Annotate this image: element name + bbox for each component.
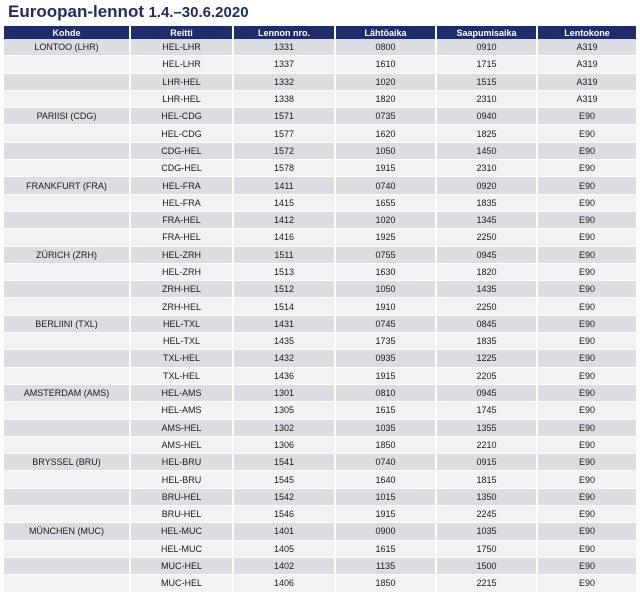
cell-arrival: 0910 (436, 39, 537, 56)
cell-departure: 0740 (335, 454, 436, 471)
table-row (4, 108, 636, 125)
cell-route: CDG-HEL (130, 142, 233, 159)
cell-aircraft: E90 (537, 333, 636, 350)
cell-route: FRA-HEL (130, 211, 233, 228)
cell-destination (4, 333, 130, 350)
cell-arrival: 1500 (436, 557, 537, 574)
cell-destination (4, 281, 130, 298)
cell-flight-number: 1301 (233, 384, 335, 401)
cell-destination (4, 194, 130, 211)
cell-aircraft: E90 (537, 523, 636, 540)
cell-flight-number: 1411 (233, 177, 335, 194)
cell-departure: 1910 (335, 298, 436, 315)
cell-arrival: 1350 (436, 488, 537, 505)
cell-arrival: 1435 (436, 281, 537, 298)
table-header (4, 26, 636, 39)
cell-arrival: 0945 (436, 384, 537, 401)
cell-departure: 1610 (335, 56, 436, 73)
cell-flight-number: 1512 (233, 281, 335, 298)
cell-route: HEL-BRU (130, 454, 233, 471)
cell-aircraft: A319 (537, 90, 636, 107)
cell-route: HEL-TXL (130, 315, 233, 332)
table-row (4, 56, 636, 73)
cell-flight-number: 1572 (233, 142, 335, 159)
table-row (4, 419, 636, 436)
cell-destination: LONTOO (LHR) (4, 39, 130, 56)
cell-flight-number: 1401 (233, 523, 335, 540)
cell-aircraft: E90 (537, 350, 636, 367)
cell-flight-number: 1405 (233, 540, 335, 557)
cell-arrival: 2310 (436, 160, 537, 177)
cell-aircraft: E90 (537, 315, 636, 332)
cell-departure: 1640 (335, 471, 436, 488)
cell-destination (4, 419, 130, 436)
flight-schedule-table (4, 26, 636, 593)
cell-route: MUC-HEL (130, 575, 233, 592)
table-row (4, 540, 636, 557)
table-row (4, 315, 636, 332)
table-row (4, 367, 636, 384)
table-row (4, 298, 636, 315)
cell-destination (4, 90, 130, 107)
cell-route: HEL-LHR (130, 39, 233, 56)
table-row (4, 211, 636, 228)
cell-departure: 0745 (335, 315, 436, 332)
header-arrival: Saapumisaika (436, 26, 537, 39)
cell-departure: 1035 (335, 419, 436, 436)
table-row (4, 73, 636, 90)
table-row (4, 263, 636, 280)
cell-departure: 1735 (335, 333, 436, 350)
cell-flight-number: 1306 (233, 436, 335, 453)
cell-route: HEL-ZRH (130, 263, 233, 280)
cell-destination (4, 56, 130, 73)
cell-arrival: 2250 (436, 229, 537, 246)
table-row (4, 523, 636, 540)
cell-aircraft: E90 (537, 160, 636, 177)
cell-aircraft: E90 (537, 557, 636, 574)
cell-route: CDG-HEL (130, 160, 233, 177)
table-row (4, 436, 636, 453)
header-route: Reitti (130, 26, 233, 39)
cell-flight-number: 1415 (233, 194, 335, 211)
cell-departure: 1655 (335, 194, 436, 211)
table-row (4, 39, 636, 56)
table-row (4, 402, 636, 419)
cell-destination (4, 488, 130, 505)
cell-route: HEL-CDG (130, 125, 233, 142)
cell-flight-number: 1337 (233, 56, 335, 73)
table-row (4, 471, 636, 488)
cell-departure: 1020 (335, 73, 436, 90)
cell-aircraft: E90 (537, 575, 636, 592)
cell-departure: 1850 (335, 575, 436, 592)
cell-aircraft: E90 (537, 246, 636, 263)
cell-route: HEL-AMS (130, 384, 233, 401)
cell-destination (4, 402, 130, 419)
table-body (4, 39, 636, 592)
header-aircraft: Lentokone (537, 26, 636, 39)
cell-route: TXL-HEL (130, 350, 233, 367)
cell-flight-number: 1406 (233, 575, 335, 592)
cell-arrival: 1835 (436, 194, 537, 211)
cell-arrival: 1450 (436, 142, 537, 159)
cell-arrival: 0940 (436, 108, 537, 125)
cell-flight-number: 1331 (233, 39, 335, 56)
cell-route: AMS-HEL (130, 419, 233, 436)
cell-aircraft: E90 (537, 454, 636, 471)
cell-route: FRA-HEL (130, 229, 233, 246)
cell-aircraft: E90 (537, 402, 636, 419)
cell-flight-number: 1305 (233, 402, 335, 419)
cell-arrival: 1345 (436, 211, 537, 228)
cell-destination: ZÜRICH (ZRH) (4, 246, 130, 263)
cell-route: LHR-HEL (130, 73, 233, 90)
cell-arrival: 1835 (436, 333, 537, 350)
cell-flight-number: 1578 (233, 160, 335, 177)
cell-flight-number: 1332 (233, 73, 335, 90)
table-row (4, 333, 636, 350)
cell-departure: 0900 (335, 523, 436, 540)
cell-aircraft: E90 (537, 471, 636, 488)
cell-flight-number: 1436 (233, 367, 335, 384)
cell-departure: 0810 (335, 384, 436, 401)
table-row (4, 160, 636, 177)
cell-aircraft: E90 (537, 281, 636, 298)
cell-arrival: 2215 (436, 575, 537, 592)
table-row (4, 125, 636, 142)
cell-flight-number: 1431 (233, 315, 335, 332)
cell-flight-number: 1546 (233, 506, 335, 523)
cell-departure: 0735 (335, 108, 436, 125)
table-row (4, 575, 636, 592)
cell-destination (4, 471, 130, 488)
table-row (4, 506, 636, 523)
table-row (4, 557, 636, 574)
cell-departure: 1915 (335, 160, 436, 177)
cell-destination (4, 557, 130, 574)
table-row (4, 90, 636, 107)
cell-route: HEL-AMS (130, 402, 233, 419)
page-title (8, 2, 249, 22)
cell-route: BRU-HEL (130, 488, 233, 505)
cell-arrival: 1225 (436, 350, 537, 367)
title-main: Euroopan-lennot (8, 2, 144, 21)
table-row (4, 384, 636, 401)
cell-departure: 1015 (335, 488, 436, 505)
header-departure: Lähtöaika (335, 26, 436, 39)
cell-destination (4, 350, 130, 367)
table-row (4, 350, 636, 367)
cell-departure: 1925 (335, 229, 436, 246)
cell-aircraft: E90 (537, 436, 636, 453)
table-row (4, 229, 636, 246)
cell-route: HEL-CDG (130, 108, 233, 125)
cell-aircraft: A319 (537, 56, 636, 73)
cell-route: HEL-MUC (130, 523, 233, 540)
cell-route: MUC-HEL (130, 557, 233, 574)
cell-arrival: 1750 (436, 540, 537, 557)
cell-aircraft: E90 (537, 540, 636, 557)
cell-route: HEL-TXL (130, 333, 233, 350)
cell-destination (4, 160, 130, 177)
cell-flight-number: 1432 (233, 350, 335, 367)
cell-destination: PARIISI (CDG) (4, 108, 130, 125)
cell-flight-number: 1338 (233, 90, 335, 107)
cell-departure: 1620 (335, 125, 436, 142)
cell-flight-number: 1541 (233, 454, 335, 471)
cell-destination (4, 575, 130, 592)
cell-arrival: 0915 (436, 454, 537, 471)
cell-route: ZRH-HEL (130, 298, 233, 315)
cell-aircraft: E90 (537, 367, 636, 384)
cell-destination (4, 540, 130, 557)
cell-departure: 1850 (335, 436, 436, 453)
cell-departure: 0935 (335, 350, 436, 367)
cell-arrival: 1745 (436, 402, 537, 419)
header-destination: Kohde (4, 26, 130, 39)
cell-aircraft: E90 (537, 142, 636, 159)
cell-destination (4, 436, 130, 453)
cell-destination: BERLIINI (TXL) (4, 315, 130, 332)
cell-route: BRU-HEL (130, 506, 233, 523)
cell-arrival: 0945 (436, 246, 537, 263)
cell-departure: 1050 (335, 281, 436, 298)
header-row (4, 26, 636, 39)
cell-destination (4, 367, 130, 384)
cell-flight-number: 1542 (233, 488, 335, 505)
cell-departure: 1820 (335, 90, 436, 107)
cell-destination (4, 125, 130, 142)
cell-flight-number: 1514 (233, 298, 335, 315)
cell-route: HEL-MUC (130, 540, 233, 557)
cell-arrival: 0920 (436, 177, 537, 194)
cell-aircraft: E90 (537, 108, 636, 125)
cell-arrival: 2250 (436, 298, 537, 315)
cell-aircraft: E90 (537, 177, 636, 194)
cell-departure: 1915 (335, 506, 436, 523)
cell-destination (4, 229, 130, 246)
cell-route: ZRH-HEL (130, 281, 233, 298)
cell-aircraft: A319 (537, 39, 636, 56)
cell-flight-number: 1402 (233, 557, 335, 574)
cell-departure: 1615 (335, 540, 436, 557)
header-flight-number: Lennon nro. (233, 26, 335, 39)
cell-aircraft: E90 (537, 229, 636, 246)
cell-route: HEL-FRA (130, 177, 233, 194)
cell-destination: AMSTERDAM (AMS) (4, 384, 130, 401)
cell-flight-number: 1545 (233, 471, 335, 488)
cell-departure: 1020 (335, 211, 436, 228)
cell-arrival: 1715 (436, 56, 537, 73)
cell-destination (4, 211, 130, 228)
cell-aircraft: E90 (537, 506, 636, 523)
cell-route: LHR-HEL (130, 90, 233, 107)
cell-arrival: 1815 (436, 471, 537, 488)
cell-aircraft: A319 (537, 73, 636, 90)
cell-flight-number: 1511 (233, 246, 335, 263)
cell-arrival: 1355 (436, 419, 537, 436)
cell-departure: 0740 (335, 177, 436, 194)
cell-route: HEL-LHR (130, 56, 233, 73)
cell-arrival: 2210 (436, 436, 537, 453)
cell-departure: 1050 (335, 142, 436, 159)
cell-route: AMS-HEL (130, 436, 233, 453)
table-row (4, 142, 636, 159)
cell-destination (4, 142, 130, 159)
cell-route: TXL-HEL (130, 367, 233, 384)
table-row (4, 281, 636, 298)
table-row (4, 454, 636, 471)
cell-arrival: 1820 (436, 263, 537, 280)
cell-aircraft: E90 (537, 488, 636, 505)
cell-departure: 1915 (335, 367, 436, 384)
cell-destination (4, 263, 130, 280)
cell-departure: 1630 (335, 263, 436, 280)
cell-route: HEL-BRU (130, 471, 233, 488)
table-row (4, 177, 636, 194)
cell-destination (4, 73, 130, 90)
cell-aircraft: E90 (537, 125, 636, 142)
cell-flight-number: 1513 (233, 263, 335, 280)
cell-arrival: 2205 (436, 367, 537, 384)
table-row (4, 246, 636, 263)
cell-aircraft: E90 (537, 194, 636, 211)
cell-route: HEL-ZRH (130, 246, 233, 263)
cell-arrival: 1825 (436, 125, 537, 142)
cell-arrival: 1515 (436, 73, 537, 90)
cell-aircraft: E90 (537, 419, 636, 436)
cell-flight-number: 1435 (233, 333, 335, 350)
cell-destination: FRANKFURT (FRA) (4, 177, 130, 194)
cell-destination (4, 506, 130, 523)
cell-departure: 1615 (335, 402, 436, 419)
cell-destination (4, 298, 130, 315)
cell-aircraft: E90 (537, 298, 636, 315)
cell-flight-number: 1302 (233, 419, 335, 436)
cell-arrival: 1035 (436, 523, 537, 540)
title-period: 1.4.–30.6.2020 (148, 4, 249, 21)
cell-aircraft: E90 (537, 263, 636, 280)
table-row (4, 194, 636, 211)
cell-flight-number: 1577 (233, 125, 335, 142)
cell-departure: 0755 (335, 246, 436, 263)
cell-arrival: 0845 (436, 315, 537, 332)
cell-departure: 1135 (335, 557, 436, 574)
cell-aircraft: E90 (537, 384, 636, 401)
table-row (4, 488, 636, 505)
cell-destination: BRYSSEL (BRU) (4, 454, 130, 471)
cell-flight-number: 1412 (233, 211, 335, 228)
cell-flight-number: 1571 (233, 108, 335, 125)
cell-flight-number: 1416 (233, 229, 335, 246)
cell-arrival: 2310 (436, 90, 537, 107)
cell-destination: MÜNCHEN (MUC) (4, 523, 130, 540)
cell-route: HEL-FRA (130, 194, 233, 211)
cell-aircraft: E90 (537, 211, 636, 228)
cell-departure: 0800 (335, 39, 436, 56)
cell-arrival: 2245 (436, 506, 537, 523)
